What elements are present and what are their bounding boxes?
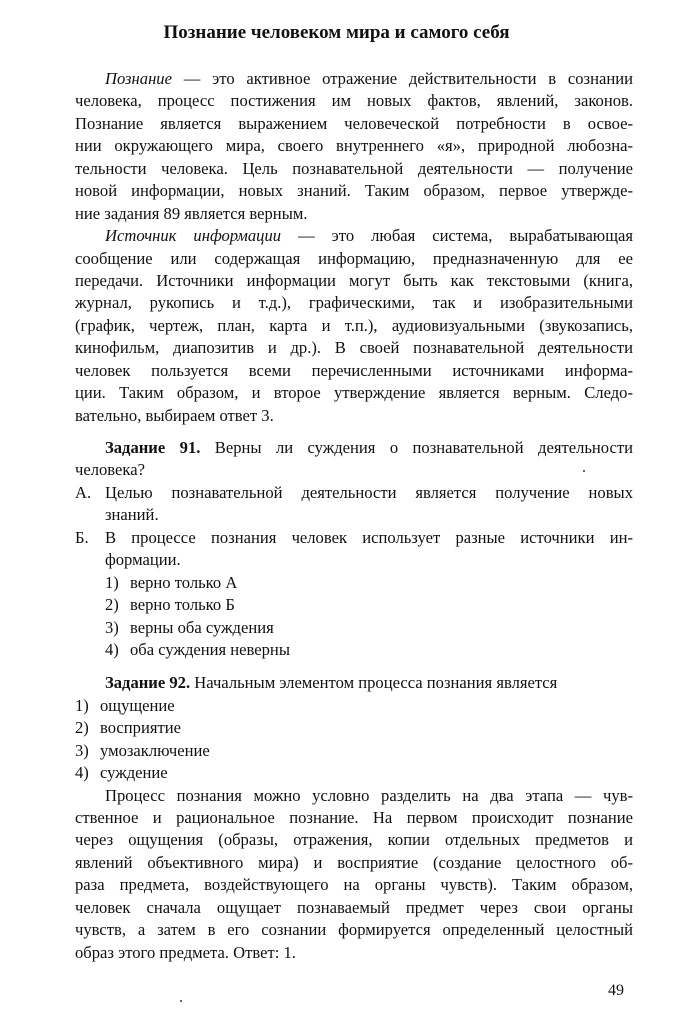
option-number: 1) (105, 572, 119, 592)
text-line (75, 785, 633, 807)
text-line (75, 405, 633, 427)
line-text: человека? (75, 460, 145, 480)
task-92-line (75, 672, 633, 694)
line-text: Начальным элементом процесса познания является (190, 673, 558, 693)
line-text: — это активное отражение действительности в сознании (171, 69, 633, 88)
option-text: верны оба суждения (130, 617, 274, 637)
page-body (75, 68, 633, 964)
option-text: верно только А (130, 572, 238, 592)
line-text: раза предмета, воздействующего на органы чувств). Таким образом, (75, 875, 633, 895)
statement-mark: А. (75, 482, 92, 502)
task-91-line (75, 437, 633, 459)
emphasized-term: Познание (105, 69, 172, 88)
answer-option (75, 594, 633, 616)
line-text: Познание является выражением человеческой потребности в освое- (75, 113, 633, 133)
spacer (75, 427, 633, 437)
line-text: тельности человека. Цель познавательной деятельности — получение (75, 158, 633, 178)
line-text: Процесс познания можно условно разделить на два этапа — чув- (105, 785, 633, 805)
line-text: В процессе познания человек использует разные источники ин- (105, 527, 633, 547)
text-line (75, 225, 633, 247)
text-line (75, 203, 633, 225)
line-text: человека, процесс постижения им новых фактов, явлений, законов. (75, 91, 633, 111)
text-line (75, 382, 633, 404)
answer-option (75, 617, 633, 639)
line-text: образ этого предмета. Ответ: 1. (75, 942, 296, 962)
answer-option (75, 740, 633, 762)
text-line (75, 942, 633, 964)
text-line (75, 248, 633, 270)
line-text: ние задания 89 является верным. (75, 203, 308, 223)
line-text: кинофильм, диапозитив и др.). В своей познавательной деятельности (75, 338, 633, 358)
line-text: явлений объективного мира) и восприятие (создание целостного об- (75, 852, 633, 872)
option-number: 2) (75, 718, 89, 738)
option-number: 2) (105, 595, 119, 615)
task-91-line (75, 459, 633, 481)
text-line (75, 90, 633, 112)
text-line (75, 270, 633, 292)
option-text: верно только Б (130, 595, 235, 615)
line-text: (график, чертеж, план, карта и т.п.), аудиовизуальными (звукозапись, (75, 315, 633, 335)
text-line (75, 158, 633, 180)
line-text: человек пользуется всеми перечисленными источниками информа- (75, 360, 633, 380)
scan-speck (180, 1000, 182, 1002)
line-text: сообщение или содержащая информацию, предназначенную для ее (75, 248, 633, 268)
text-line (75, 315, 633, 337)
answer-option (75, 762, 633, 784)
spacer (75, 661, 633, 672)
line-text: ственное и рациональное познание. На первом происходит познание (75, 808, 633, 827)
text-line (75, 68, 633, 90)
scan-speck (583, 470, 585, 472)
option-text: ощущение (100, 695, 175, 715)
text-line (75, 852, 633, 874)
answer-option (75, 639, 633, 661)
option-text: умозаключение (100, 740, 210, 760)
option-text: суждение (100, 763, 168, 783)
line-text: через ощущения (образы, отражения, копии отдельных предметов и (75, 830, 633, 850)
emphasized-term: Источник информации (105, 226, 282, 246)
line-text: ции. Таким образом, и второе утверждение является верным. Следо- (75, 383, 633, 403)
option-text: оба суждения неверны (130, 639, 290, 659)
line-text: чувств, а затем в его сознании формируется определенный целостный (75, 920, 633, 940)
option-number: 1) (75, 695, 89, 715)
statement-line (75, 482, 633, 504)
task-label: Задание 91. (105, 438, 201, 457)
line-text: Целью познавательной деятельности является получение новых (105, 482, 633, 502)
line-text: — это любая система, вырабатывающая (281, 226, 633, 246)
page-number: 49 (608, 982, 624, 999)
option-number: 3) (75, 740, 89, 760)
line-text: вательно, выбираем ответ 3. (75, 405, 274, 425)
line-text: новой информации, новых знаний. Таким образом, первое утвержде- (75, 181, 633, 201)
option-number: 3) (105, 617, 119, 637)
line-text: передачи. Источники информации могут быть как текстовыми (книга, (75, 270, 633, 290)
answer-option (75, 572, 633, 594)
text-line (75, 360, 633, 382)
text-line (75, 807, 633, 829)
statement-line (75, 549, 633, 571)
statement-mark: Б. (75, 527, 89, 547)
text-line (75, 829, 633, 851)
line-text: Верны ли суждения о познавательной деятельности (200, 438, 633, 457)
page-title: Познание человеком мира и самого себя (163, 22, 510, 43)
task-label: Задание 92. (105, 673, 191, 693)
line-text: нии окружающего мира, своего внутреннего «я», природной любозна- (75, 136, 633, 156)
line-text: знаний. (105, 505, 159, 525)
statement-line (75, 527, 633, 549)
text-line (75, 874, 633, 896)
text-line (75, 919, 633, 941)
answer-option (75, 717, 633, 739)
text-line (75, 292, 633, 314)
text-line (75, 113, 633, 135)
text-line (75, 135, 633, 157)
option-number: 4) (105, 639, 119, 659)
text-line (75, 897, 633, 919)
text-line (75, 337, 633, 359)
line-text: журнал, рукопись и т.д.), графическими, так и изобразительными (75, 293, 633, 313)
option-number: 4) (75, 763, 89, 783)
answer-option (75, 695, 633, 717)
statement-line (75, 504, 633, 526)
text-line (75, 180, 633, 202)
option-text: восприятие (100, 718, 181, 738)
line-text: человек сначала ощущает познаваемый предмет через свои органы (75, 897, 633, 917)
line-text: формации. (105, 550, 181, 570)
